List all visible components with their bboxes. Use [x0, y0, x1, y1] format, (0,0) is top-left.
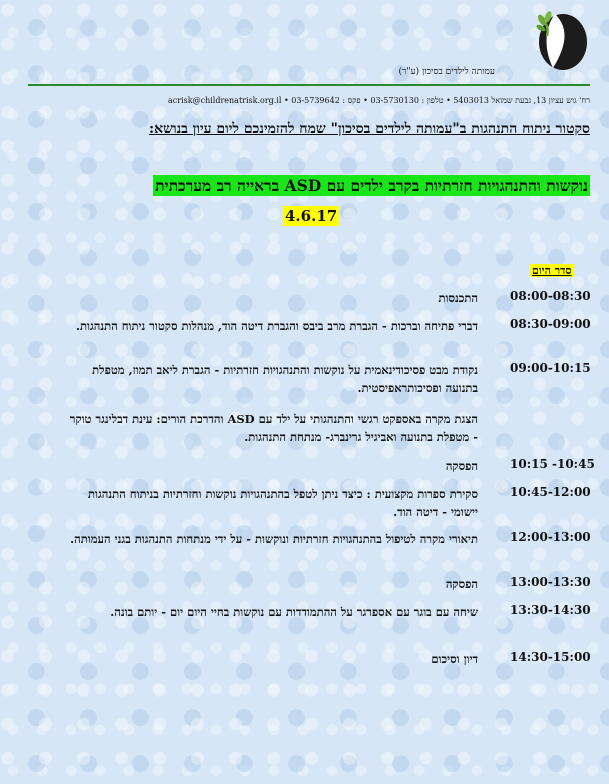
event-date: 4.6.17: [285, 207, 338, 225]
agenda-time: 14:30-15:00: [510, 650, 591, 664]
event-title: [30, 176, 590, 198]
event-title-text: נוקשות והתנהגויות חזרתיות בקרב ילדים עם ASD בראייה רב מערכתית: [155, 176, 588, 195]
agenda-description: סקירת ספרות מקצועית : כיצד ניתן לטפל בהתנהגויות נוקשות וחזרתיות בניתוח התנהגות יישומי - דיטה הוד.: [88, 487, 478, 519]
organization-name: עמותה לילדים בסיכון (ע"ר): [398, 67, 495, 77]
agenda-time: 10:15 -10:45: [510, 457, 595, 471]
organization-logo: [533, 8, 589, 72]
header-divider: [28, 84, 590, 86]
agenda-heading: סדר היום: [532, 264, 572, 277]
agenda-description: הצגת מקרה באספקט רגשי והתנהגותי על ילד עם ASD והדרכת הורים: עינת דבלינגר טוקר - מטפלת בתנועה ואביגיל גרינברג- מנתחת התנהגות.: [69, 412, 478, 444]
agenda-time: 12:00-13:00: [510, 530, 591, 544]
agenda-description: תיאורי מקרה לטיפול בהתנהגויות חזרתיות ונוקשות - על ידי מנתחות התנהגות בגני העמותה.: [70, 532, 478, 546]
agenda-time: 08:00-08:30: [510, 289, 591, 303]
agenda-description: דיון וסיכום: [431, 652, 478, 666]
agenda-description: שיחה עם בוגר עם אספרגר על ההתמודדות עם נוקשות בחיי היום יום - יותם בונה.: [110, 605, 478, 619]
invitation-intro: סקטור ניתוח התנהגות ב"עמותה לילדים בסיכון" שמח להזמינכם ליום עיון בנושא:: [148, 121, 590, 137]
agenda-description: הפסקה: [445, 577, 478, 591]
contact-details: רח' גוש עציון 13, גבעת שמואל 5403013 • טלפון : 03-5730130 • פקס : 03-5739642 • acrisk@childrenatrisk.org.il: [168, 96, 590, 105]
agenda-description: דברי פתיחה וברכות - הגברת מרב ביבס והגברת דיטה הוד, מנהלות סקטור ניתוח התנהגות.: [76, 319, 478, 333]
agenda-description: התכנסות: [438, 291, 478, 305]
agenda-description: נקודת מבט פסיכודינאמית על נוקשות והתנהגויות חזרתיות - הגברת ליאב תמוז, מטפלת בתנועה ופסיכותראפיסטית.: [92, 363, 478, 395]
agenda-time: 09:00-10:15: [510, 361, 591, 375]
agenda-description: הפסקה: [445, 459, 478, 473]
agenda-time: 13:30-14:30: [510, 603, 591, 617]
agenda-time: 10:45-12:00: [510, 485, 591, 499]
agenda-time: 13:00-13:30: [510, 575, 591, 589]
agenda-time: 08:30-09:00: [510, 317, 591, 331]
